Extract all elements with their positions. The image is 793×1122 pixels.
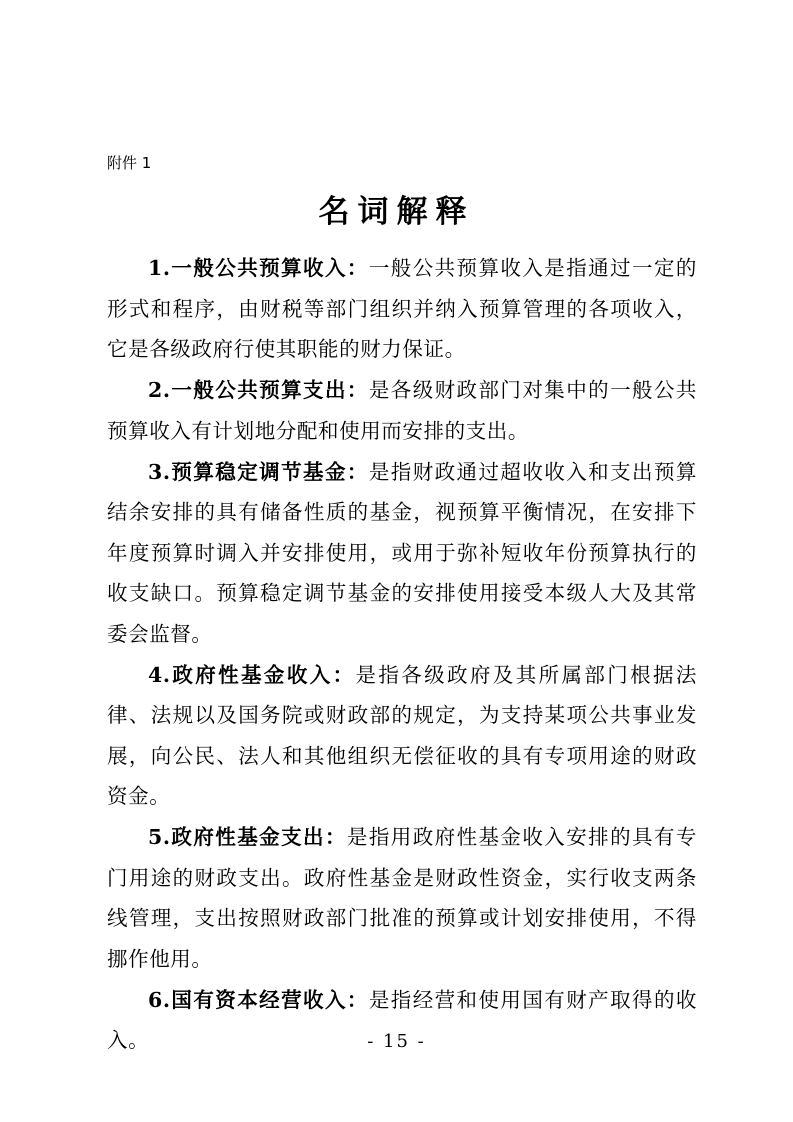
definition-entry-2 [107, 370, 697, 451]
definition-text: 是指经营和使用国有财产取得的收入。 [107, 987, 697, 1052]
definition-term: 6.国有资本经营收入： [148, 987, 369, 1012]
definition-entry-4 [107, 655, 697, 817]
definition-text: 是指用政府性基金收入安排的具有专门用途的财政支出。政府性基金是财政性资金，实行收支两条线管理，支出按照财政部门批准的预算或计划安排使用，不得挪作他用。 [107, 825, 697, 971]
definition-entry-3 [107, 452, 697, 655]
definition-entry-1 [107, 248, 697, 370]
definition-text: 是指财政通过超收收入和支出预算结余安排的具有储备性质的基金，视预算平衡情况，在安排下年度预算时调入并安排使用，或用于弥补短收年份预算执行的收支缺口。预算稳定调节基金的安排使用接受本级人大及其常委会监督。 [107, 459, 697, 646]
definition-text: 是各级财政部门对集中的一般公共预算收入有计划地分配和使用而安排的支出。 [107, 378, 697, 443]
definitions-list [107, 248, 697, 1061]
definition-text: 一般公共预算收入是指通过一定的形式和程序，由财税等部门组织并纳入预算管理的各项收入，它是各级政府行使其职能的财力保证。 [107, 256, 697, 361]
definition-term: 3.预算稳定调节基金： [148, 459, 369, 484]
definition-text: 是指各级政府及其所属部门根据法律、法规以及国务院或财政部的规定，为支持某项公共事业发展，向公民、法人和其他组织无偿征收的具有专项用途的财政资金。 [107, 662, 697, 808]
definition-term: 1.一般公共预算收入： [148, 256, 369, 280]
definition-term: 2.一般公共预算支出： [148, 378, 369, 402]
definition-term: 5.政府性基金支出： [148, 825, 347, 849]
page-number: - 15 - [367, 1031, 426, 1052]
definition-entry-5 [107, 817, 697, 979]
page-title: 名词解释 [318, 194, 475, 230]
attachment-label: 附件 1 [107, 154, 152, 172]
definition-term: 4.政府性基金收入： [148, 662, 356, 687]
